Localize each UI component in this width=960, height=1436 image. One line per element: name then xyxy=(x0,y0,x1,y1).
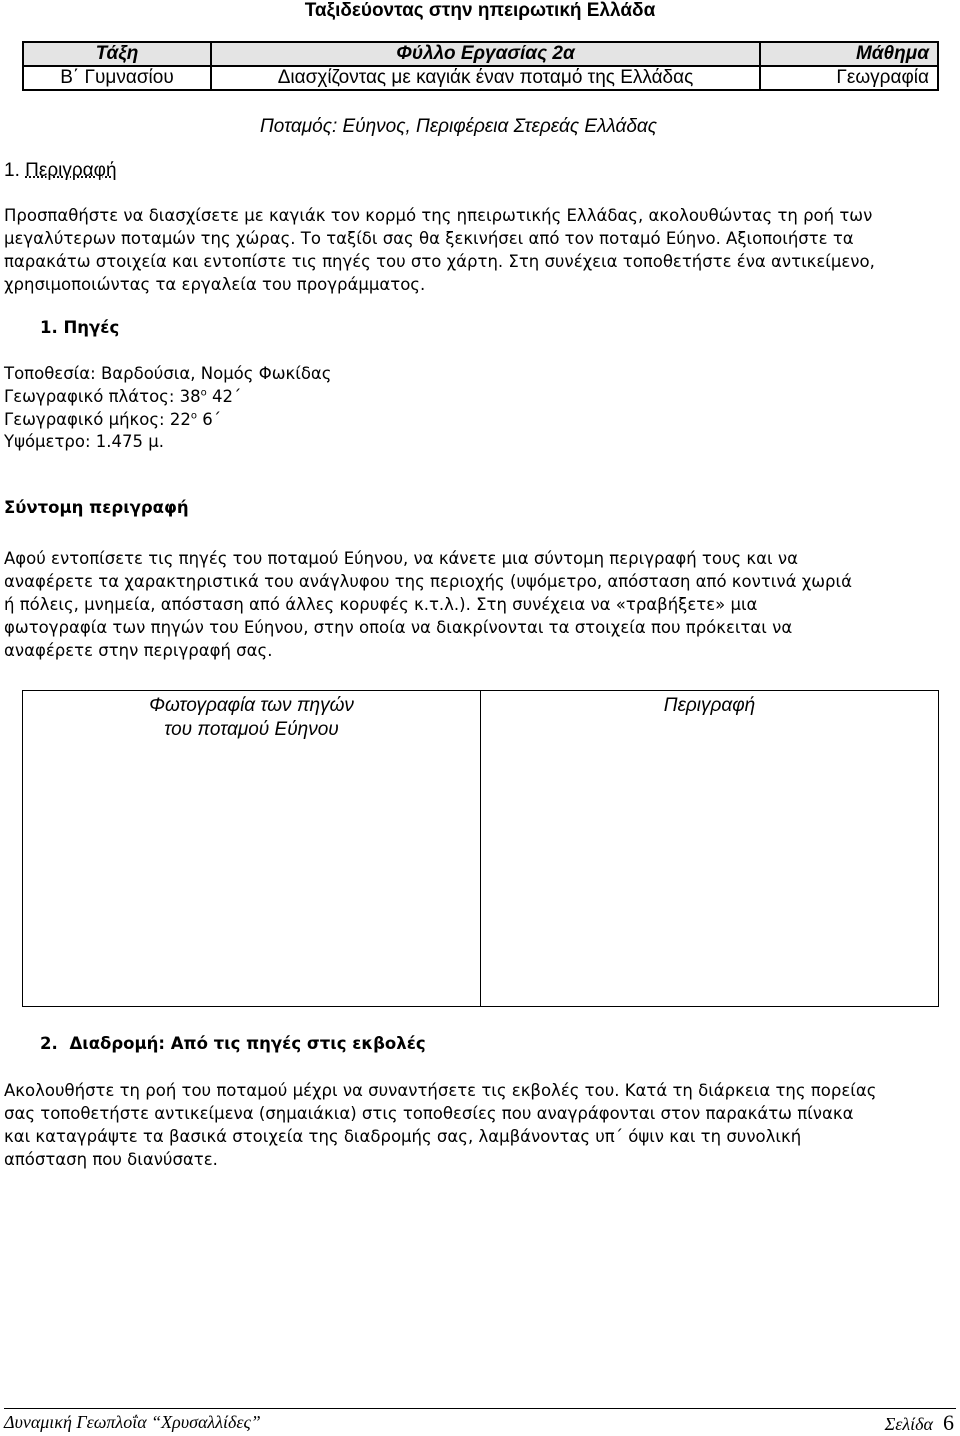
sources-latitude xyxy=(4,387,241,406)
degree-mark: ο xyxy=(190,410,197,422)
sources-longitude xyxy=(4,410,221,429)
latitude-label: Γεωγραφικό πλάτος: 38 xyxy=(4,387,201,406)
page-title: Ταξιδεύοντας στην ηπειρωτική Ελλάδα xyxy=(304,0,656,21)
longitude-rest: 6΄ xyxy=(196,410,221,429)
section-2-heading xyxy=(40,1034,426,1053)
route-line: απόσταση που διανύσατε. xyxy=(4,1150,218,1169)
latitude-rest: 42΄ xyxy=(206,387,242,406)
photo-cell[interactable] xyxy=(23,691,481,1007)
footer-project-name: Δυναμική Γεωπλοΐα “Χρυσαλλίδες” xyxy=(4,1412,261,1432)
worksheet-header-table xyxy=(22,41,939,91)
route-line: σας τοποθετήστε αντικείμενα (σημαιάκια) στις τοποθεσίες που αναγράφονται στον παρακάτω πίνακα xyxy=(4,1104,854,1123)
short-description-paragraph xyxy=(4,547,956,662)
river-subtitle: Ποταμός: Εύηνος, Περιφέρεια Στερεάς Ελλάδας xyxy=(260,116,657,137)
header-worksheet: Φύλλο Εργασίας 2α xyxy=(211,42,760,66)
photo-description-table xyxy=(22,690,939,1007)
description-cell[interactable] xyxy=(481,691,939,1007)
photo-cell-title-line1: Φωτογραφία των πηγών xyxy=(149,695,354,716)
degree-mark: ο xyxy=(200,387,207,399)
footer-page-label: Σελίδα xyxy=(884,1414,933,1434)
header-subject: Μάθημα xyxy=(760,42,938,66)
value-class: Β΄ Γυμνασίου xyxy=(23,66,211,90)
sources-location: Τοποθεσία: Βαρδούσια, Νομός Φωκίδας xyxy=(4,364,332,383)
section-1-number: 1. xyxy=(4,160,20,181)
description-line: ή πόλεις, μνημεία, απόσταση από άλλες κορυφές κ.τ.λ.). Στη συνέχεια να «τραβήξετε» μια xyxy=(4,595,758,614)
description-line: φωτογραφία των πηγών του Εύηνου, στην οποία να διακρίνονται τα στοιχεία που πρόκειται να xyxy=(4,618,793,637)
footer-divider xyxy=(4,1408,956,1409)
intro-line: παρακάτω στοιχεία και εντοπίστε τις πηγές του στο χάρτη. Στη συνέχεια τοποθετήστε ένα αντικείμενο, xyxy=(4,252,875,271)
intro-line: Προσπαθήστε να διασχίσετε με καγιάκ τον κορμό της ηπειρωτικής Ελλάδας, ακολουθώντας τη ροή των xyxy=(4,206,873,225)
description-cell-title: Περιγραφή xyxy=(663,695,756,716)
description-line: αναφέρετε τα χαρακτηριστικά του ανάγλυφου της περιοχής (υψόμετρο, απόσταση από κοντινά χωριά xyxy=(4,572,852,591)
description-line: αναφέρετε στην περιγραφή σας. xyxy=(4,641,273,660)
header-row xyxy=(23,42,938,66)
intro-paragraph xyxy=(4,204,956,296)
short-description-heading: Σύντομη περιγραφή xyxy=(4,498,189,517)
section-1-heading xyxy=(4,160,117,182)
values-row xyxy=(23,66,938,90)
sources-heading: 1. Πηγές xyxy=(40,318,120,337)
section-2-title: Διαδρομή: Από τις πηγές στις εκβολές xyxy=(69,1034,426,1053)
value-worksheet: Διασχίζοντας με καγιάκ έναν ποταμό της Ελλάδας xyxy=(211,66,760,90)
header-class: Τάξη xyxy=(23,42,211,66)
section-2-number: 2. xyxy=(40,1034,58,1053)
route-line: Ακολουθήστε τη ροή του ποταμού μέχρι να συναντήσετε τις εκβολές του. Κατά τη διάρκεια της πορείας xyxy=(4,1081,877,1100)
photo-cell-title-line2: του ποταμού Εύηνου xyxy=(164,719,339,740)
footer-page-number: 6 xyxy=(943,1410,954,1435)
route-line: και καταγράψτε τα βασικά στοιχεία της διαδρομής σας, λαμβάνοντας υπ΄ όψιν και τη συνολική xyxy=(4,1127,802,1146)
section-1-label: Περιγραφή xyxy=(25,160,117,181)
section-2-paragraph xyxy=(4,1079,956,1171)
sources-altitude: Υψόμετρο: 1.475 μ. xyxy=(4,432,165,451)
footer-page xyxy=(885,1410,954,1436)
description-line: Αφού εντοπίσετε τις πηγές του ποταμού Εύηνου, να κάνετε μια σύντομη περιγραφή τους και να xyxy=(4,549,798,568)
longitude-label: Γεωγραφικό μήκος: 22 xyxy=(4,410,191,429)
value-subject: Γεωγραφία xyxy=(760,66,938,90)
intro-line: χρησιμοποιώντας τα εργαλεία του προγράμματος. xyxy=(4,275,426,294)
intro-line: μεγαλύτερων ποταμών της χώρας. Το ταξίδι σας θα ξεκινήσει από τον ποταμό Εύηνο. Αξιοποιήστε τα xyxy=(4,229,854,248)
